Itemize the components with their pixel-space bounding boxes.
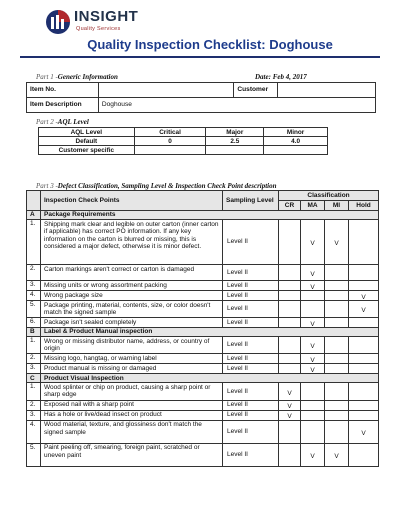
aql-default-minor[interactable]: 4.0 [264,137,328,146]
sampling-level: Level II [223,443,279,466]
aql-default-critical[interactable]: 0 [134,137,206,146]
section-row [27,374,379,383]
mi-check-cell[interactable] [325,220,349,265]
sampling-level: Level II [223,420,279,443]
aql-customer-minor[interactable] [264,146,328,155]
company-logo [45,8,195,38]
ma-check-cell[interactable] [301,354,325,364]
check-point-row [27,410,379,420]
customer-label: Customer [234,83,278,98]
check-point-number: 6. [27,318,41,328]
hold-check-cell[interactable] [349,301,379,318]
defect-header-mi: MI [325,201,349,211]
cr-check-cell[interactable] [279,318,301,328]
check-point-description: Wrong package size [41,291,223,301]
ma-check-cell[interactable] [301,265,325,281]
mi-check-mark: V [334,240,339,248]
sampling-level: Level II [223,410,279,420]
aql-default-row [39,137,328,146]
title-divider [20,56,380,58]
check-point-description: Wrong or missing distributor name, address, or country of origin [41,337,223,354]
hold-check-cell[interactable] [349,281,379,291]
item-no-label: Item No. [27,83,99,98]
sampling-level: Level II [223,337,279,354]
ma-check-mark: V [310,240,315,248]
brand-name: INSIGHT [74,8,139,25]
mi-check-cell[interactable] [325,301,349,318]
cr-check-cell[interactable] [279,443,301,466]
ma-check-cell[interactable] [301,443,325,466]
aql-header-row [39,128,328,137]
item-no-field[interactable] [98,83,233,98]
check-point-row [27,265,379,281]
check-point-row [27,337,379,354]
section-title: Package Requirements [41,211,379,220]
hold-check-cell[interactable] [349,337,379,354]
check-point-description: Carton markings aren't correct or carton is damaged [41,265,223,281]
aql-customer-label: Customer specific [39,146,135,155]
cr-check-cell[interactable] [279,291,301,301]
check-point-description: Missing units or wrong assortment packing [41,281,223,291]
check-point-row [27,364,379,374]
check-point-row [27,400,379,410]
check-point-description: Package isn't sealed completely [41,318,223,328]
mi-check-cell[interactable] [325,383,349,400]
mi-check-cell[interactable] [325,291,349,301]
check-point-description: Package printing, material, contents, size, or color doesn't match the signed sample [41,301,223,318]
check-point-description: Missing logo, hangtag, or warning label [41,354,223,364]
generic-info-table [26,82,376,113]
hold-check-mark: V [361,293,366,301]
defect-header-ma: MA [301,201,325,211]
item-description-label: Item Description [27,98,99,113]
check-point-row [27,383,379,400]
sampling-level: Level II [223,220,279,265]
check-point-row [27,443,379,466]
section-title: Product Visual Inspection [41,374,379,383]
hold-check-cell[interactable] [349,220,379,265]
date-label: Date: Feb 4, 2017 [255,73,307,81]
cr-check-cell[interactable] [279,383,301,400]
check-point-number: 1. [27,220,41,265]
aql-default-major[interactable]: 2.5 [206,137,264,146]
cr-check-cell[interactable] [279,364,301,374]
ma-check-mark: V [310,367,315,375]
part2-caption-label: AQL Level [57,118,89,126]
check-point-row [27,291,379,301]
mi-check-cell[interactable] [325,337,349,354]
cr-check-cell[interactable] [279,420,301,443]
aql-customer-major[interactable] [206,146,264,155]
aql-level-table [38,127,328,155]
cr-check-cell[interactable] [279,301,301,318]
ma-check-cell[interactable] [301,364,325,374]
aql-header-minor: Minor [264,128,328,137]
check-point-description: Wood splinter or chip on product, causing a sharp point or sharp edge [41,383,223,400]
check-point-description: Paint peeling off, smearing, foreign paint, scratched or uneven paint [41,443,223,466]
check-point-row [27,420,379,443]
check-point-description: Wood material, texture, and glossiness don't match the signed sample [41,420,223,443]
defect-header-sampling: Sampling Level [223,191,279,211]
check-point-row [27,301,379,318]
mi-check-cell[interactable] [325,318,349,328]
item-no-row [27,83,376,98]
cr-check-cell[interactable] [279,354,301,364]
check-point-number: 4. [27,420,41,443]
check-point-number: 2. [27,265,41,281]
section-letter: C [27,374,41,383]
check-point-number: 3. [27,410,41,420]
mi-check-cell[interactable] [325,354,349,364]
sampling-level: Level II [223,364,279,374]
cr-check-mark: V [287,403,292,411]
check-point-number: 5. [27,443,41,466]
hold-check-cell[interactable] [349,420,379,443]
section-letter: A [27,211,41,220]
hold-check-cell[interactable] [349,354,379,364]
sampling-level: Level II [223,301,279,318]
check-point-number: 5. [27,301,41,318]
cr-check-cell[interactable] [279,410,301,420]
check-point-number: 2. [27,400,41,410]
part3-caption-label: Defect Classification, Sampling Level & Inspection Check Point description [57,182,277,190]
aql-default-label: Default [39,137,135,146]
section-row [27,328,379,337]
part1-caption [36,73,118,82]
aql-header-major: Major [206,128,264,137]
section-row [27,211,379,220]
ma-check-mark: V [310,343,315,351]
mi-check-cell[interactable] [325,364,349,374]
part2-caption [36,118,89,127]
hold-check-mark: V [361,307,366,315]
check-point-row [27,354,379,364]
ma-check-mark: V [310,357,315,365]
mi-check-cell[interactable] [325,400,349,410]
aql-customer-critical[interactable] [134,146,206,155]
insight-logo-icon [45,9,71,35]
part1-caption-label: Generic Information [57,73,118,81]
hold-check-cell[interactable] [349,291,379,301]
mi-check-cell[interactable] [325,420,349,443]
item-description-row [27,98,376,113]
ma-check-cell[interactable] [301,400,325,410]
ma-check-mark: V [310,320,315,328]
defect-header-classification: Classification [279,191,379,201]
hold-check-cell[interactable] [349,400,379,410]
cr-check-cell[interactable] [279,337,301,354]
section-title: Label & Product Manual inspection [41,328,379,337]
sampling-level: Level II [223,281,279,291]
ma-check-mark: V [310,283,315,291]
ma-check-cell[interactable] [301,220,325,265]
check-point-number: 2. [27,354,41,364]
aql-header-critical: Critical [134,128,206,137]
check-point-number: 3. [27,281,41,291]
sampling-level: Level II [223,318,279,328]
defect-header-num [27,191,41,211]
check-point-description: Has a hole or live/dead insect on product [41,410,223,420]
mi-check-cell[interactable] [325,443,349,466]
cr-check-mark: V [287,413,292,421]
sampling-level: Level II [223,265,279,281]
ma-check-mark: V [310,270,315,278]
check-point-description: Exposed nail with a sharp point [41,400,223,410]
check-point-row [27,220,379,265]
hold-check-cell[interactable] [349,364,379,374]
hold-check-mark: V [361,429,366,437]
defect-header-hold: Hold [349,201,379,211]
document-title: Quality Inspection Checklist: Doghouse [87,37,333,52]
check-point-number: 3. [27,364,41,374]
hold-check-cell[interactable] [349,443,379,466]
item-description-field[interactable]: Doghouse [98,98,375,113]
check-point-description: Shipping mark clear and legible on outer carton (inner carton if applicable) has correct PO information. If any key information on the carton is blurred or missing, this is considered a major defect, otherwise it is minor defect. [41,220,223,265]
ma-check-cell[interactable] [301,318,325,328]
ma-check-cell[interactable] [301,383,325,400]
ma-check-cell[interactable] [301,410,325,420]
hold-check-cell[interactable] [349,383,379,400]
section-letter: B [27,328,41,337]
cr-check-mark: V [287,389,292,397]
brand-tagline: Quality Services [76,26,121,32]
ma-check-cell[interactable] [301,281,325,291]
defect-classification-table [26,190,379,467]
sampling-level: Level II [223,291,279,301]
part3-caption-prefix: Part 3 - [36,182,58,190]
defect-header-row-1 [27,191,379,201]
mi-check-mark: V [334,452,339,460]
mi-check-cell[interactable] [325,265,349,281]
defect-header-points: Inspection Check Points [41,191,223,211]
cr-check-cell[interactable] [279,281,301,291]
mi-check-cell[interactable] [325,281,349,291]
mi-check-cell[interactable] [325,410,349,420]
aql-customer-row [39,146,328,155]
cr-check-cell[interactable] [279,265,301,281]
sampling-level: Level II [223,354,279,364]
cr-check-cell[interactable] [279,400,301,410]
sampling-level: Level II [223,383,279,400]
defect-header-cr: CR [279,201,301,211]
defect-table-body [27,211,379,467]
check-point-number: 1. [27,383,41,400]
sampling-level: Level II [223,400,279,410]
ma-check-cell[interactable] [301,337,325,354]
hold-check-cell[interactable] [349,318,379,328]
check-point-description: Product manual is missing or damaged [41,364,223,374]
hold-check-cell[interactable] [349,410,379,420]
check-point-number: 1. [27,337,41,354]
aql-header-level: AQL Level [39,128,135,137]
part2-caption-prefix: Part 2 - [36,118,58,126]
check-point-row [27,318,379,328]
check-point-number: 4. [27,291,41,301]
ma-check-cell[interactable] [301,291,325,301]
cr-check-cell[interactable] [279,220,301,265]
ma-check-cell[interactable] [301,301,325,318]
ma-check-cell[interactable] [301,420,325,443]
customer-field[interactable] [278,83,376,98]
part1-caption-prefix: Part 1 - [36,73,58,81]
hold-check-cell[interactable] [349,265,379,281]
check-point-row [27,281,379,291]
ma-check-mark: V [310,452,315,460]
